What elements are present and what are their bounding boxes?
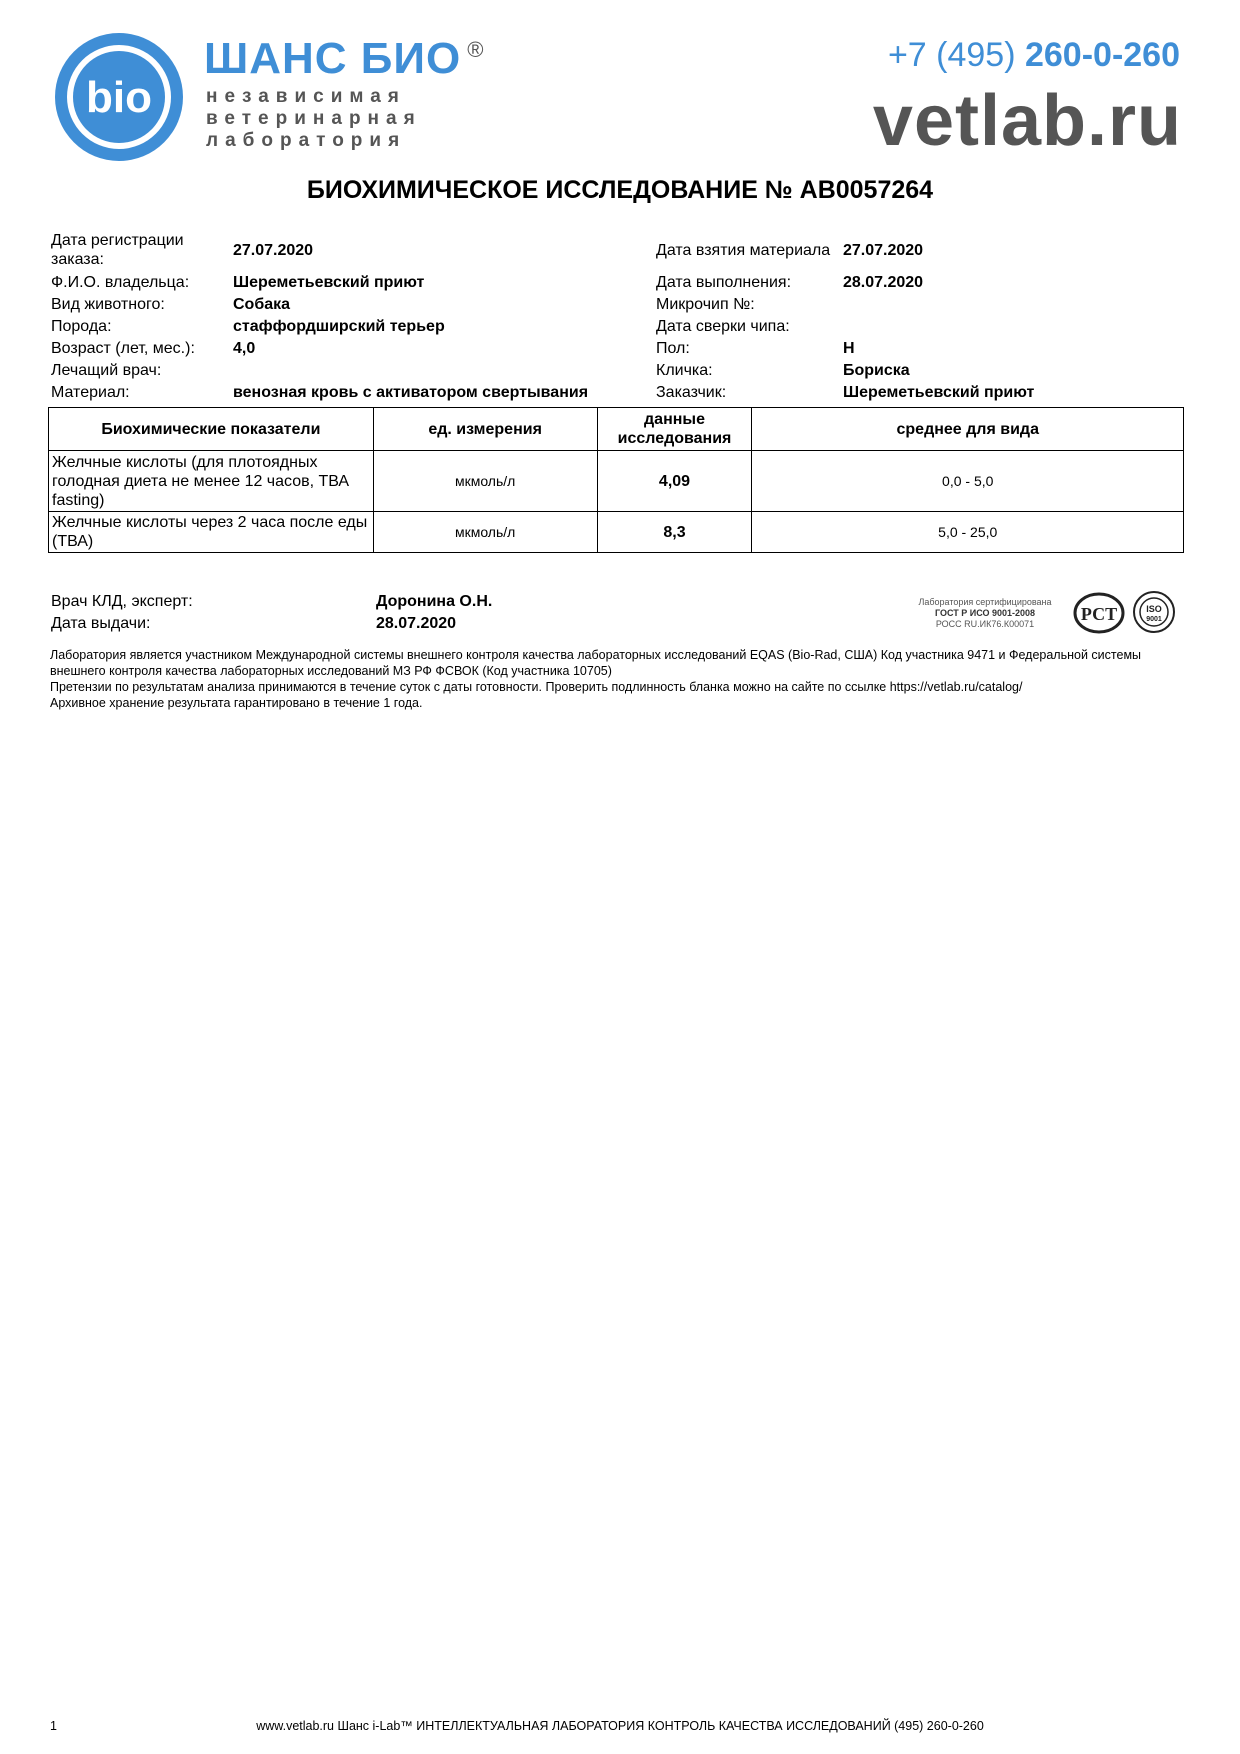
cell-parameter: Желчные кислоты (для плотоядных голодная диета не менее 12 часов, ТВА fasting) [49,451,374,512]
value-owner: Шереметьевский приют [233,274,425,291]
note-archive: Архивное хранение результата гарантировано в течение 1 года. [50,696,423,710]
brand-name [204,34,484,84]
results-table [48,407,1184,553]
value-registration-date: 27.07.2020 [233,242,314,259]
label-species: Вид животного: [51,296,165,313]
brand-text: ШАНС БИО [204,34,462,83]
header-result: данные исследования [597,408,752,451]
cell-unit: мкмоль/л [373,512,597,553]
bio-logo-icon [52,30,186,164]
certification-text [905,597,1065,630]
cell-result: 4,09 [597,451,752,512]
page-title: БИОХИМИЧЕСКОЕ ИССЛЕДОВАНИЕ № AB0057264 [306,176,934,204]
label-breed: Порода: [51,318,112,335]
table-row [49,451,1184,512]
iso-number: 9001 [1146,616,1162,623]
label-owner: Ф.И.О. владельца: [51,274,190,291]
cell-result: 8,3 [597,512,752,553]
doctor-label: Врач КЛД, эксперт: [51,593,193,610]
label-doctor: Лечащий врач: [51,362,162,379]
value-sex: Н [843,340,855,357]
header-unit: ед. измерения [373,408,597,451]
notes [50,647,1190,711]
footer-text: www.vetlab.ru Шанс i-Lab™ ИНТЕЛЛЕКТУАЛЬНАЯ ЛАБОРАТОРИЯ КОНТРОЛЬ КАЧЕСТВА ИССЛЕДОВАНИЙ (495) 260-0-260 [256,1719,984,1733]
cert-line-1: Лаборатория сертифицирована [918,597,1052,607]
tagline-line-2: ветеринарная [206,108,422,129]
label-pet-name: Кличка: [656,362,713,379]
phone-number: 260-0-260 [1024,36,1180,74]
header-reference: среднее для вида [752,408,1184,451]
doctor-name: Доронина О.Н. [376,593,493,610]
rst-mark: РСТ [1080,604,1118,624]
rst-cert-icon [1073,592,1125,634]
cell-parameter: Желчные кислоты через 2 часа после еды (ТВА) [49,512,374,553]
label-age: Возраст (лет, мес.): [51,340,195,357]
iso-mark: ISO [1146,604,1162,614]
page-number: 1 [50,1719,57,1733]
value-age: 4,0 [233,340,256,357]
label-customer: Заказчик: [656,384,727,401]
cell-reference: 5,0 - 25,0 [752,512,1184,553]
cell-reference: 0,0 - 5,0 [752,451,1184,512]
phone [888,36,1180,75]
value-sampling-date: 27.07.2020 [843,242,924,259]
label-completion-date: Дата выполнения: [656,274,792,291]
iso-cert-icon [1132,590,1176,634]
value-pet-name: Бориска [843,362,910,379]
cert-line-3: РОСС RU.ИК76.К00071 [935,619,1035,629]
value-material: венозная кровь с активатором свертывания [233,384,589,401]
label-registration-date: Дата регистрации заказа: [51,232,184,268]
issue-label: Дата выдачи: [51,615,151,632]
value-completion-date: 28.07.2020 [843,274,924,291]
label-sex: Пол: [656,340,690,357]
cert-line-2: ГОСТ Р ИСО 9001-2008 [934,608,1036,618]
phone-prefix: +7 (495) [887,36,1016,74]
tagline-line-1: независимая [206,86,406,107]
label-chip-check-date: Дата сверки чипа: [656,318,790,335]
note-external-quality: Лаборатория является участником Международной системы внешнего контроля качества лабораторных исследований EQAS (Bio-Rad, США) Код участника 9471 и Федеральной системы внешнего контроля качества лабораторных исследований МЗ РФ ФСВОК (Код участника 10705) [50,648,1142,678]
label-material: Материал: [51,384,130,401]
table-row [49,512,1184,553]
value-breed: стаффордширский терьер [233,318,445,335]
label-sampling-date: Дата взятия материала [656,242,831,259]
label-microchip: Микрочип №: [656,296,755,313]
tagline-line-3: лаборатория [206,130,407,151]
issue-date: 28.07.2020 [376,615,457,632]
value-customer: Шереметьевский приют [843,384,1035,401]
note-claims: Претензии по результатам анализа принимаются в течение суток с даты готовности. Проверить подлинность бланка можно на сайте по ссылке https://vetlab.ru/catalog/ [50,680,1023,694]
registered-mark: ® [467,37,485,63]
header-parameter: Биохимические показатели [49,408,374,451]
cell-unit: мкмоль/л [373,451,597,512]
site-domain: vetlab.ru [872,81,1182,161]
table-header-row [49,408,1184,451]
logo-text: bio [86,73,152,122]
value-species: Собака [233,296,291,313]
